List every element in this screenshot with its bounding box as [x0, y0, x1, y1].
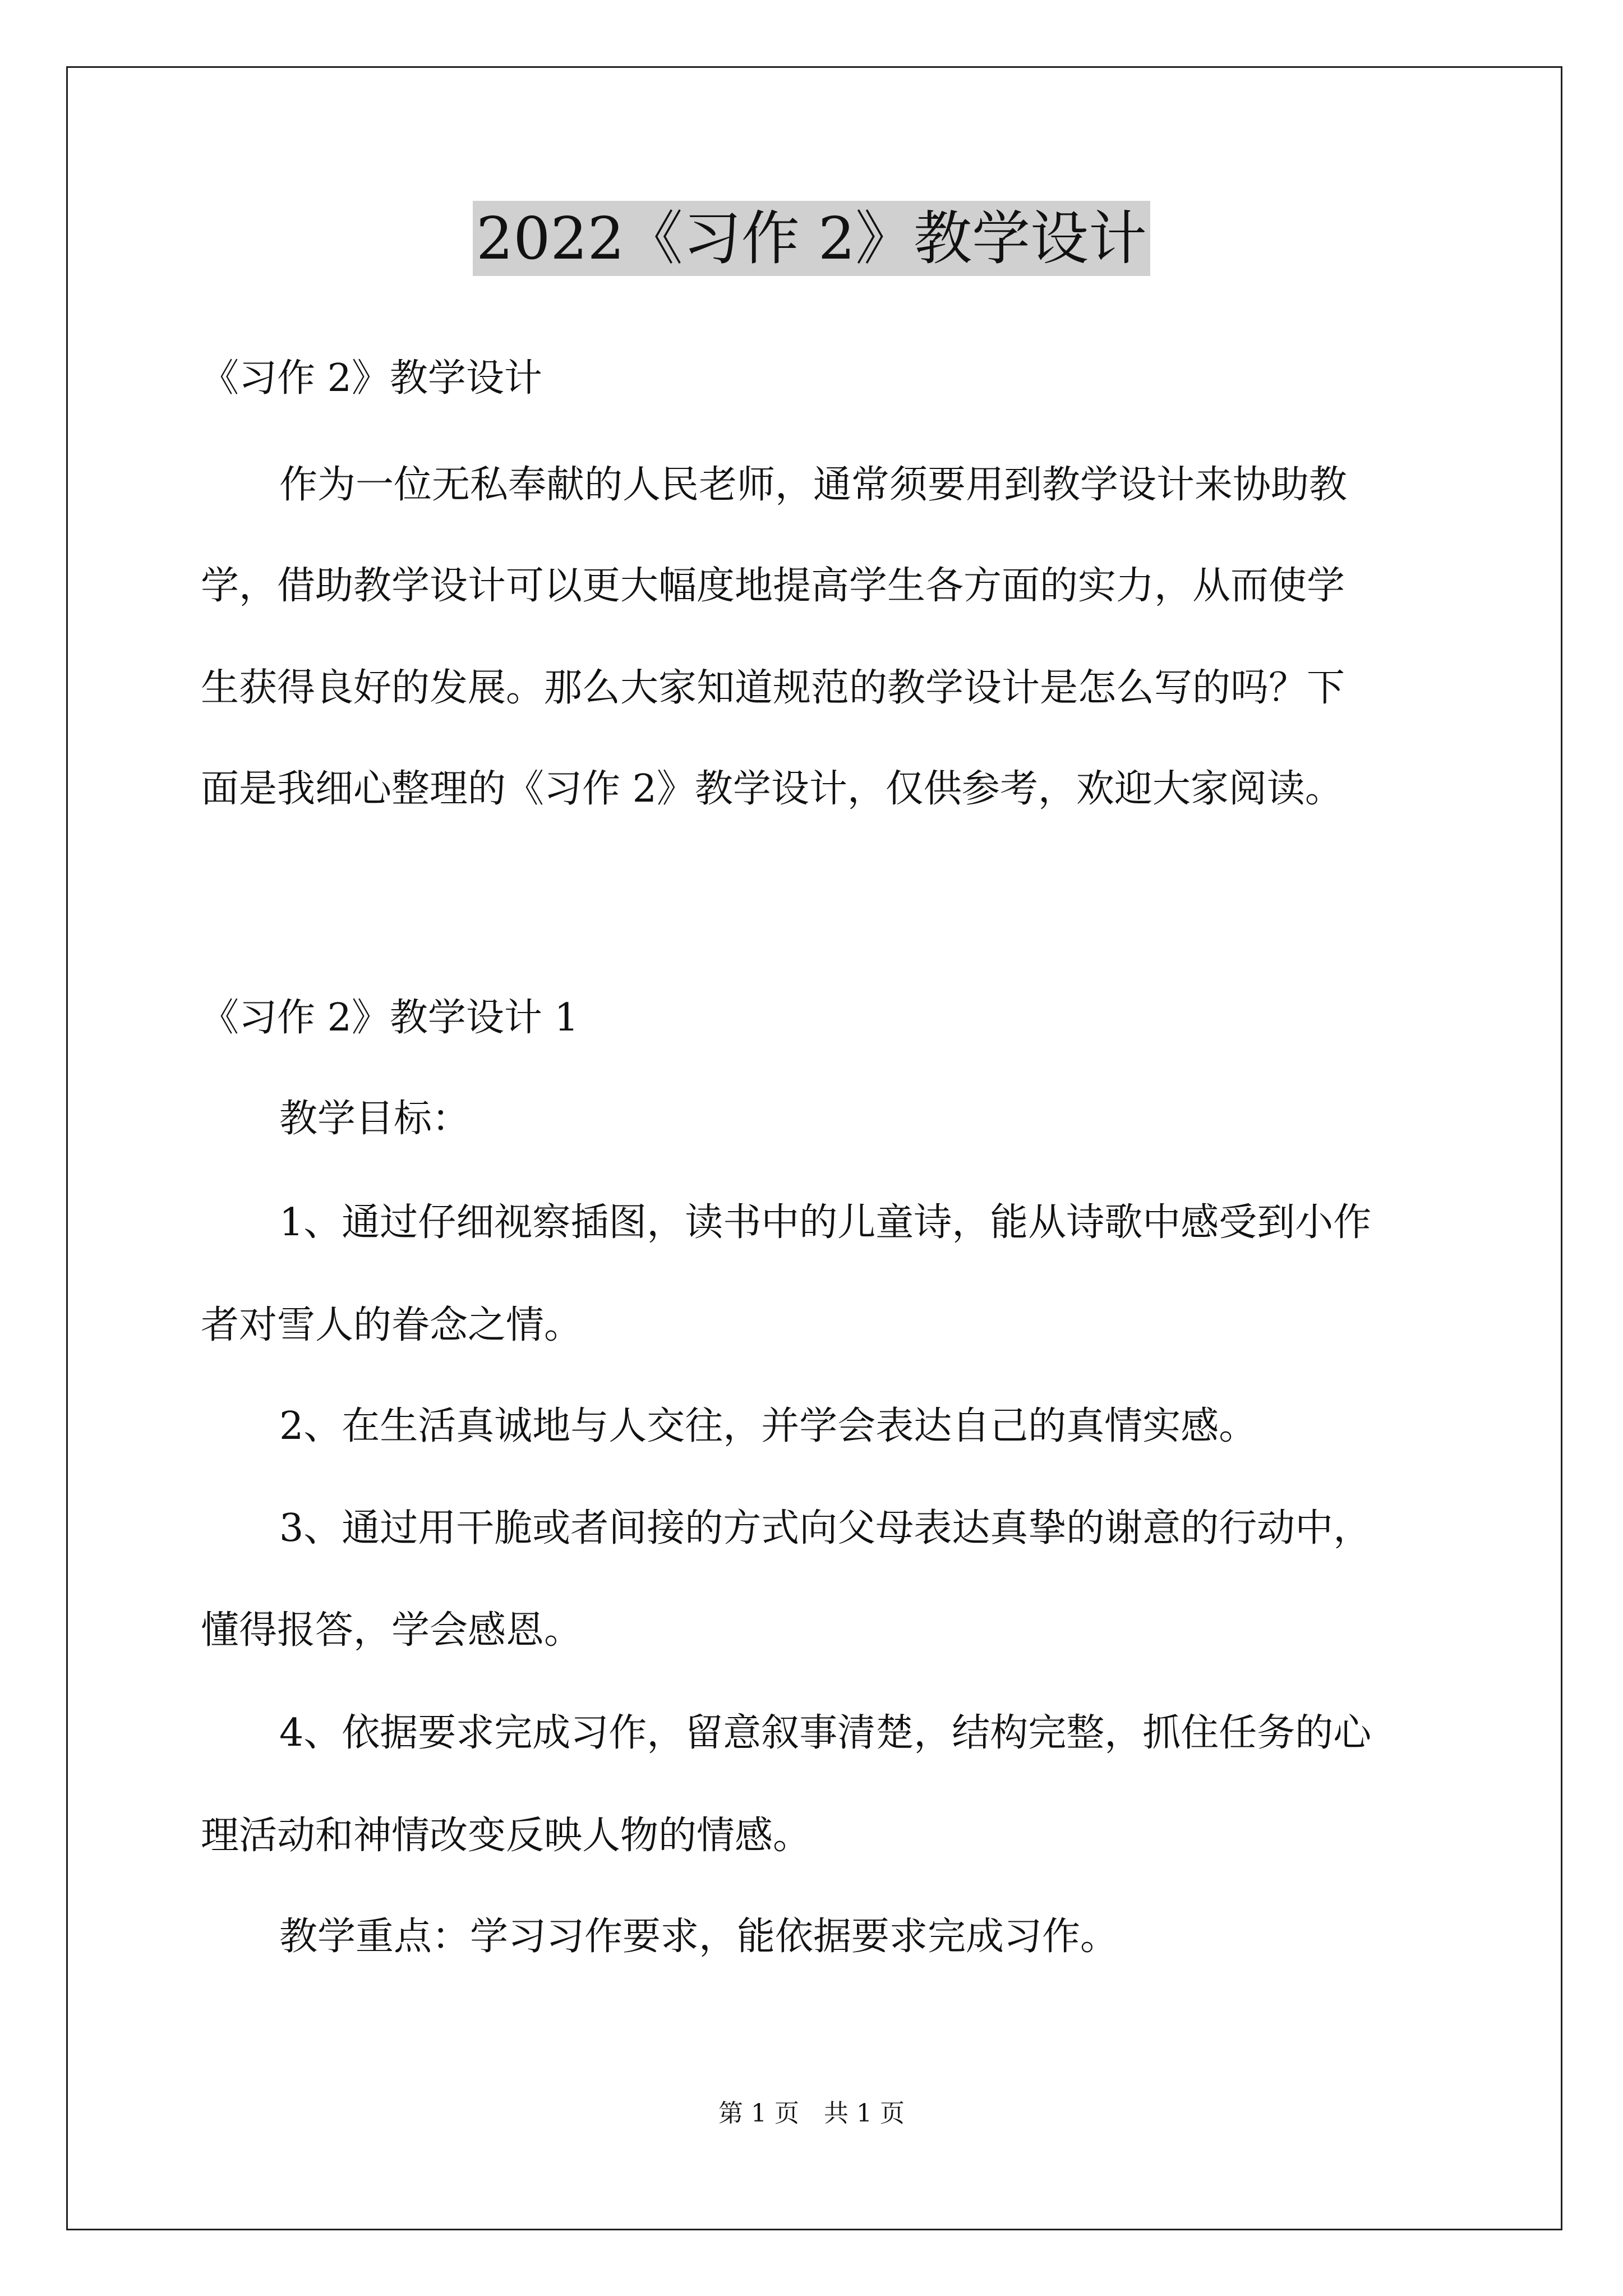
- subtitle: 《习作 2》教学设计: [201, 356, 542, 401]
- goal-line-7: 理活动和神情改变反映人物的情感。: [201, 1814, 811, 1858]
- goal-line-1: 1、通过仔细视察插图，读书中的儿童诗，能从诗歌中感受到小作: [279, 1200, 1372, 1245]
- goal-line-5: 懂得报答，学会感恩。: [201, 1608, 583, 1653]
- key-point: 教学重点：学习习作要求，能依据要求完成习作。: [279, 1915, 1119, 1959]
- goal-line-3: 2、在生活真诚地与人交往，并学会表达自己的真情实感。: [279, 1404, 1257, 1448]
- goal-line-4: 3、通过用干脆或者间接的方式向父母表达真挚的谢意的行动中，: [279, 1506, 1372, 1550]
- intro-line-2: 学，借助教学设计可以更大幅度地提高学生各方面的实力，从而使学: [201, 564, 1345, 608]
- intro-line-4: 面是我细心整理的《习作 2》教学设计，仅供参考，欢迎大家阅读。: [201, 767, 1343, 811]
- intro-line-1: 作为一位无私奉献的人民老师，通常须要用到教学设计来协助教: [279, 463, 1348, 507]
- section-heading: 《习作 2》教学设计 1: [201, 996, 579, 1040]
- document-title-text: 2022《习作 2》教学设计: [473, 201, 1150, 276]
- document-title: [0, 199, 1623, 278]
- page-footer: 第 1 页 共 1 页: [718, 2099, 905, 2128]
- intro-line-3: 生获得良好的发展。那么大家知道规范的教学设计是怎么写的吗？下: [201, 666, 1345, 710]
- goals-heading: 教学目标：: [279, 1097, 471, 1141]
- goal-line-6: 4、依据要求完成习作，留意叙事清楚，结构完整，抓住任务的心: [279, 1711, 1372, 1755]
- goal-line-2: 者对雪人的眷念之情。: [201, 1303, 583, 1347]
